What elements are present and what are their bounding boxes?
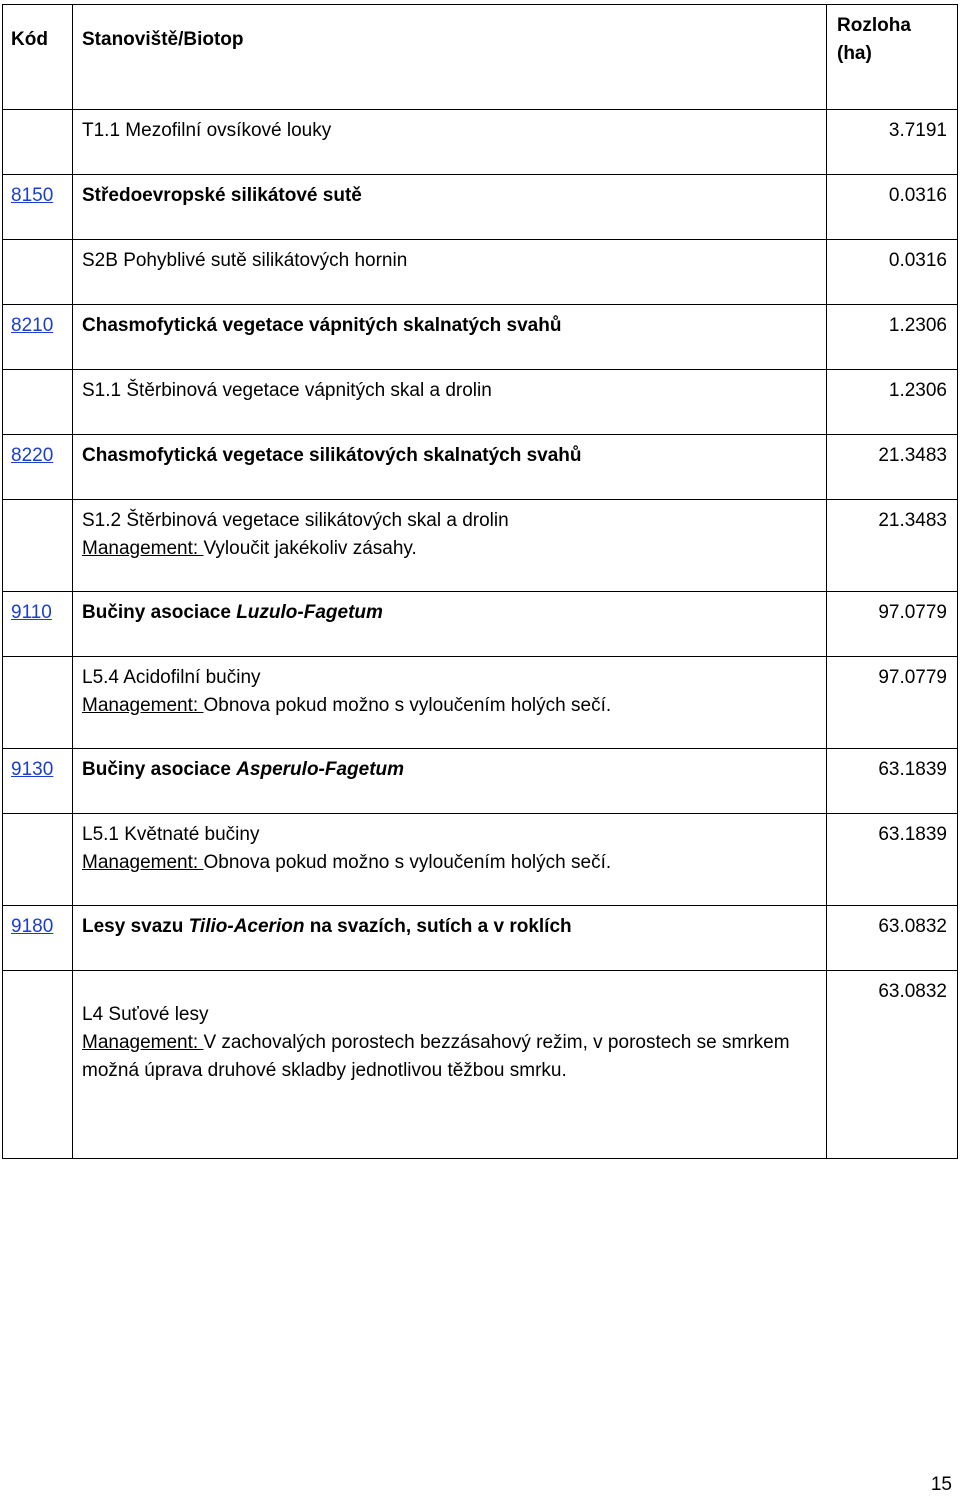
table-row — [3, 906, 958, 971]
habitat-code-link[interactable]: 9130 — [11, 759, 54, 780]
row-name: S2B Pohyblivé sutě silikátových hornin — [73, 240, 827, 305]
habitat-code-link[interactable]: 9180 — [11, 916, 54, 937]
table-row — [3, 500, 958, 592]
row-code — [3, 971, 73, 1159]
management-text: Obnova pokud možno s vyloučením holých sečí. — [203, 695, 612, 716]
row-code — [3, 500, 73, 592]
row-name-cell — [73, 971, 827, 1159]
row-code — [3, 814, 73, 906]
row-code — [3, 370, 73, 435]
row-area: 97.0779 — [827, 592, 958, 657]
habitat-code-link[interactable]: 8150 — [11, 185, 54, 206]
management-label: Management: — [82, 538, 204, 559]
row-name-cell — [73, 592, 827, 657]
header-area-line1: Rozloha — [837, 15, 911, 36]
row-code — [3, 240, 73, 305]
table-row — [3, 435, 958, 500]
row-area: 1.2306 — [827, 370, 958, 435]
row-code — [3, 749, 73, 814]
row-area: 21.3483 — [827, 435, 958, 500]
row-name: L5.1 Květnaté bučiny — [82, 824, 260, 845]
page-number: 15 — [930, 1474, 952, 1495]
header-area-line2: (ha) — [837, 43, 872, 64]
habitat-table — [2, 4, 958, 1159]
management-label: Management: — [82, 1032, 204, 1053]
row-name-italic: Luzulo-Fagetum — [236, 602, 383, 623]
row-code — [3, 110, 73, 175]
row-area: 3.7191 — [827, 110, 958, 175]
row-name-cell — [73, 814, 827, 906]
row-name: L4 Suťové lesy — [82, 1004, 209, 1025]
row-name-cell — [73, 500, 827, 592]
habitat-code-link[interactable]: 8220 — [11, 445, 54, 466]
row-code — [3, 657, 73, 749]
table-row — [3, 749, 958, 814]
management-text: V zachovalých porostech bezzásahový režim, v porostech se smrkem možná úprava druhové skladby jednotlivou těžbou smrku. — [82, 1032, 790, 1081]
row-name: Lesy svazu — [82, 916, 189, 937]
row-area: 0.0316 — [827, 240, 958, 305]
table-row — [3, 175, 958, 240]
table-row — [3, 814, 958, 906]
table-row — [3, 592, 958, 657]
management-text: Vyloučit jakékoliv zásahy. — [203, 538, 417, 559]
row-code — [3, 305, 73, 370]
row-code — [3, 175, 73, 240]
row-area: 21.3483 — [827, 500, 958, 592]
row-name: Chasmofytická vegetace silikátových skalnatých svahů — [73, 435, 827, 500]
row-code — [3, 906, 73, 971]
row-area: 63.0832 — [827, 971, 958, 1159]
header-code: Kód — [3, 5, 73, 110]
management-text: Obnova pokud možno s vyloučením holých sečí. — [203, 852, 612, 873]
row-area: 97.0779 — [827, 657, 958, 749]
table-header-row — [3, 5, 958, 110]
row-name: L5.4 Acidofilní bučiny — [82, 667, 261, 688]
row-name: Středoevropské silikátové sutě — [73, 175, 827, 240]
habitat-code-link[interactable]: 8210 — [11, 315, 54, 336]
row-name: S1.2 Štěrbinová vegetace silikátových skal a drolin — [82, 510, 509, 531]
row-area: 1.2306 — [827, 305, 958, 370]
row-name-suffix: na svazích, sutích a v roklích — [304, 916, 572, 937]
row-name-italic: Asperulo-Fagetum — [236, 759, 405, 780]
row-name: T1.1 Mezofilní ovsíkové louky — [73, 110, 827, 175]
table-row — [3, 370, 958, 435]
table-row — [3, 657, 958, 749]
row-area: 63.1839 — [827, 749, 958, 814]
row-name: S1.1 Štěrbinová vegetace vápnitých skal a drolin — [73, 370, 827, 435]
header-habitat: Stanoviště/Biotop — [73, 5, 827, 110]
table-row — [3, 240, 958, 305]
table-row — [3, 305, 958, 370]
management-label: Management: — [82, 852, 204, 873]
row-code — [3, 435, 73, 500]
header-area — [827, 5, 958, 110]
row-area: 0.0316 — [827, 175, 958, 240]
table-row — [3, 110, 958, 175]
row-name-cell — [73, 906, 827, 971]
row-name: Chasmofytická vegetace vápnitých skalnatých svahů — [73, 305, 827, 370]
row-name: Bučiny asociace — [82, 602, 237, 623]
row-name: Bučiny asociace — [82, 759, 237, 780]
row-area: 63.0832 — [827, 906, 958, 971]
management-label: Management: — [82, 695, 204, 716]
row-name-cell — [73, 657, 827, 749]
row-area: 63.1839 — [827, 814, 958, 906]
row-name-italic: Tilio-Acerion — [188, 916, 305, 937]
habitat-code-link[interactable]: 9110 — [11, 602, 52, 623]
table-row — [3, 971, 958, 1159]
row-name-cell — [73, 749, 827, 814]
row-code — [3, 592, 73, 657]
